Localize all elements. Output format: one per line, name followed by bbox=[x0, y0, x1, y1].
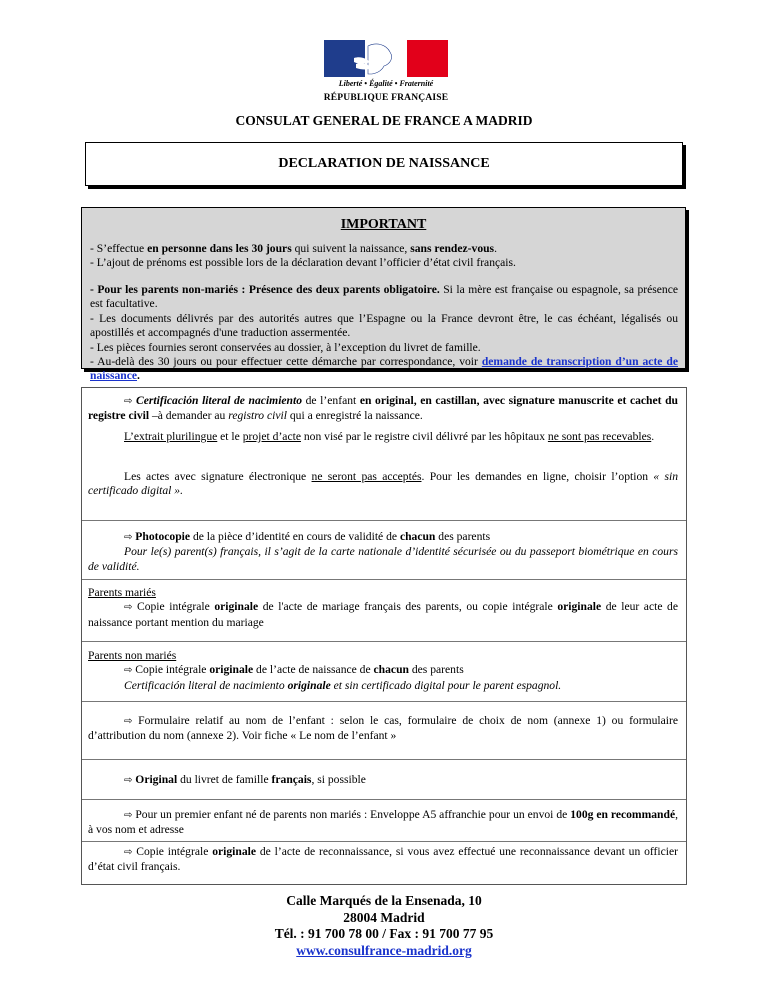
requirement-note-electronic bbox=[88, 470, 678, 499]
text: qui a enregistré la naissance. bbox=[286, 409, 423, 423]
arrow-right-icon: ⇨ bbox=[124, 602, 133, 614]
logo-motto: Liberté • Égalité • Fraternité bbox=[338, 79, 434, 88]
arrow-right-icon: ⇨ bbox=[124, 847, 133, 858]
footer bbox=[0, 893, 768, 959]
text: - S’effectue bbox=[90, 242, 148, 255]
arrow-right-icon: ⇨ bbox=[124, 716, 133, 727]
page-title: DECLARATION DE NAISSANCE bbox=[278, 156, 490, 171]
text: de la pièce d’identité en cours de validité de bbox=[190, 530, 400, 543]
text-bold: . bbox=[137, 369, 140, 383]
requirement-text bbox=[88, 394, 678, 424]
requirement-text bbox=[88, 586, 678, 630]
text: . Pour les demandes en ligne, choisir l’option bbox=[421, 470, 654, 483]
text: de l’enfant bbox=[302, 394, 360, 407]
important-paragraph-1 bbox=[90, 242, 678, 271]
text-bold: chacun bbox=[373, 663, 409, 677]
footer-city: 28004 Madrid bbox=[343, 909, 425, 925]
text-italic: et sin certificado digital pour le parent espagnol. bbox=[330, 678, 562, 692]
requirement-recognition bbox=[82, 842, 686, 884]
text: et le bbox=[217, 430, 243, 443]
text: des parents bbox=[408, 663, 464, 677]
text-underline: L’extrait plurilingue bbox=[124, 430, 218, 443]
text: de l’acte de reconnaissance, si vous avez effectué une reconnaissance devant un officier d’état civil français. bbox=[88, 845, 678, 874]
requirement-text bbox=[88, 773, 678, 788]
text-bold-italic: originale bbox=[287, 678, 331, 692]
text: Copie intégrale bbox=[132, 663, 210, 677]
requirement-id-photocopy bbox=[82, 521, 686, 580]
text: de leur acte de naissance portant mention du mariage bbox=[88, 600, 678, 629]
text-bold: originale bbox=[557, 600, 602, 614]
title-box bbox=[85, 142, 683, 186]
text: de l'acte de mariage français des parents, ou copie intégrale bbox=[258, 600, 558, 614]
text-italic: « sin certificado digital ». bbox=[88, 470, 679, 498]
republique-francaise-logo bbox=[321, 40, 451, 110]
requirement-text bbox=[88, 845, 678, 875]
text: Copie intégrale bbox=[132, 845, 213, 858]
requirements-table bbox=[81, 387, 687, 885]
text-bold: originale bbox=[209, 663, 254, 677]
transcription-link[interactable]: demande de transcription d’un acte de naissance bbox=[90, 355, 678, 383]
text: - Les pièces fournies seront conservées au dossier, à l’exception du livret de famille. bbox=[90, 340, 481, 354]
logo-republic: RÉPUBLIQUE FRANÇAISE bbox=[323, 93, 449, 103]
text-bold: français bbox=[271, 773, 312, 786]
text-italic: Pour le(s) parent(s) français, il s’agit de la carte nationale d’identité sécurisée ou du passeport biométrique en cours de validité. bbox=[88, 545, 678, 573]
arrow-right-icon: ⇨ bbox=[124, 775, 133, 786]
arrow-right-icon: ⇨ bbox=[124, 532, 133, 543]
requirement-note-plurilingual bbox=[88, 430, 678, 444]
consulate-heading: CONSULAT GENERAL DE FRANCE A MADRID bbox=[235, 113, 533, 128]
text: - Au-delà des 30 jours ou pour effectuer cette démarche par correspondance, voir bbox=[90, 355, 482, 369]
text-bold: - Pour les parents non-mariés : Présence des deux parents obligatoire. bbox=[90, 283, 440, 296]
text-bold-italic: Certificación literal de nacimiento bbox=[136, 394, 303, 407]
important-heading: IMPORTANT bbox=[340, 217, 427, 232]
text-underline: ne seront pas acceptés bbox=[311, 470, 422, 483]
text: du livret de famille bbox=[177, 773, 272, 786]
footer-phone: Tél. : 91 700 78 00 / Fax : 91 700 77 95 bbox=[274, 926, 494, 941]
requirement-text bbox=[88, 530, 678, 574]
important-box bbox=[81, 207, 686, 383]
requirement-envelope bbox=[82, 800, 686, 842]
text: –à demander au bbox=[149, 409, 229, 423]
text: Pour un premier enfant né de parents non mariés : Enveloppe A5 affranchie pour un envoi de bbox=[132, 808, 571, 821]
arrow-right-icon: ⇨ bbox=[124, 810, 133, 821]
text-bold: chacun bbox=[399, 530, 436, 543]
website-link[interactable]: www.consulfrance-madrid.org bbox=[296, 942, 472, 958]
text-underline: ne sont pas recevables bbox=[547, 430, 652, 443]
text: non visé par le registre civil délivré par les hôpitaux bbox=[300, 430, 548, 443]
text-italic: registro civil bbox=[228, 409, 287, 423]
footer-address: Calle Marqués de la Ensenada, 10 bbox=[286, 893, 482, 908]
requirement-unmarried-parents bbox=[82, 642, 686, 702]
text-underline: projet d’acte bbox=[242, 430, 301, 443]
requirement-married-parents bbox=[82, 580, 686, 642]
text: Formulaire relatif au nom de l’enfant : selon le cas, formulaire de choix de nom (annexe 1) ou formulaire d’attribution du nom (annexe 2). Voir fiche « Le nom de l’enfant » bbox=[88, 714, 678, 743]
text-bold: sans rendez-vous bbox=[410, 242, 495, 255]
requirement-text bbox=[88, 808, 678, 838]
text: - Les documents délivrés par des autorités autres que l’Espagne ou la France devront être, le cas échéant, légalisés ou apostillés et accompagnés d'une traduction assermentée. bbox=[90, 311, 678, 340]
arrow-right-icon: ⇨ bbox=[124, 396, 133, 407]
text: , à vos nom et adresse bbox=[88, 808, 678, 837]
text-bold: en original, en castillan, avec signature manuscrite et cachet du registre civil bbox=[88, 394, 679, 423]
text-bold: Photocopie bbox=[135, 530, 191, 543]
text-italic: Certificación literal de nacimiento bbox=[124, 678, 288, 692]
text: Les actes avec signature électronique bbox=[124, 470, 312, 483]
requirement-birth-certificate bbox=[82, 388, 686, 521]
text: . bbox=[651, 430, 655, 443]
text: qui suivent la naissance, bbox=[291, 242, 411, 255]
text-bold: en personne dans les 30 jours bbox=[147, 242, 292, 255]
text: des parents bbox=[435, 530, 491, 543]
marianne-flag-icon bbox=[324, 40, 448, 77]
text: . bbox=[494, 242, 497, 255]
requirement-name-form bbox=[82, 702, 686, 760]
text-bold: originale bbox=[212, 845, 256, 858]
text: , si possible bbox=[311, 773, 366, 786]
text-bold: 100g en recommandé bbox=[570, 808, 676, 821]
section-heading: Parents mariés bbox=[88, 586, 156, 599]
text: Si la mère est française ou espagnole, sa présence est facultative. bbox=[90, 283, 678, 311]
arrow-right-icon: ⇨ bbox=[124, 665, 133, 677]
requirement-family-book bbox=[82, 760, 686, 800]
text-bold: Original bbox=[135, 773, 178, 786]
text-bold: originale bbox=[214, 600, 259, 614]
text: de l’acte de naissance de bbox=[253, 663, 374, 677]
important-paragraph-2 bbox=[90, 283, 678, 384]
requirement-text bbox=[88, 649, 678, 693]
text: - L’ajout de prénoms est possible lors de la déclaration devant l’officier d’état civil français. bbox=[90, 256, 516, 270]
text: Copie intégrale bbox=[132, 600, 215, 614]
requirement-text bbox=[88, 714, 678, 744]
section-heading: Parents non mariés bbox=[88, 649, 177, 662]
